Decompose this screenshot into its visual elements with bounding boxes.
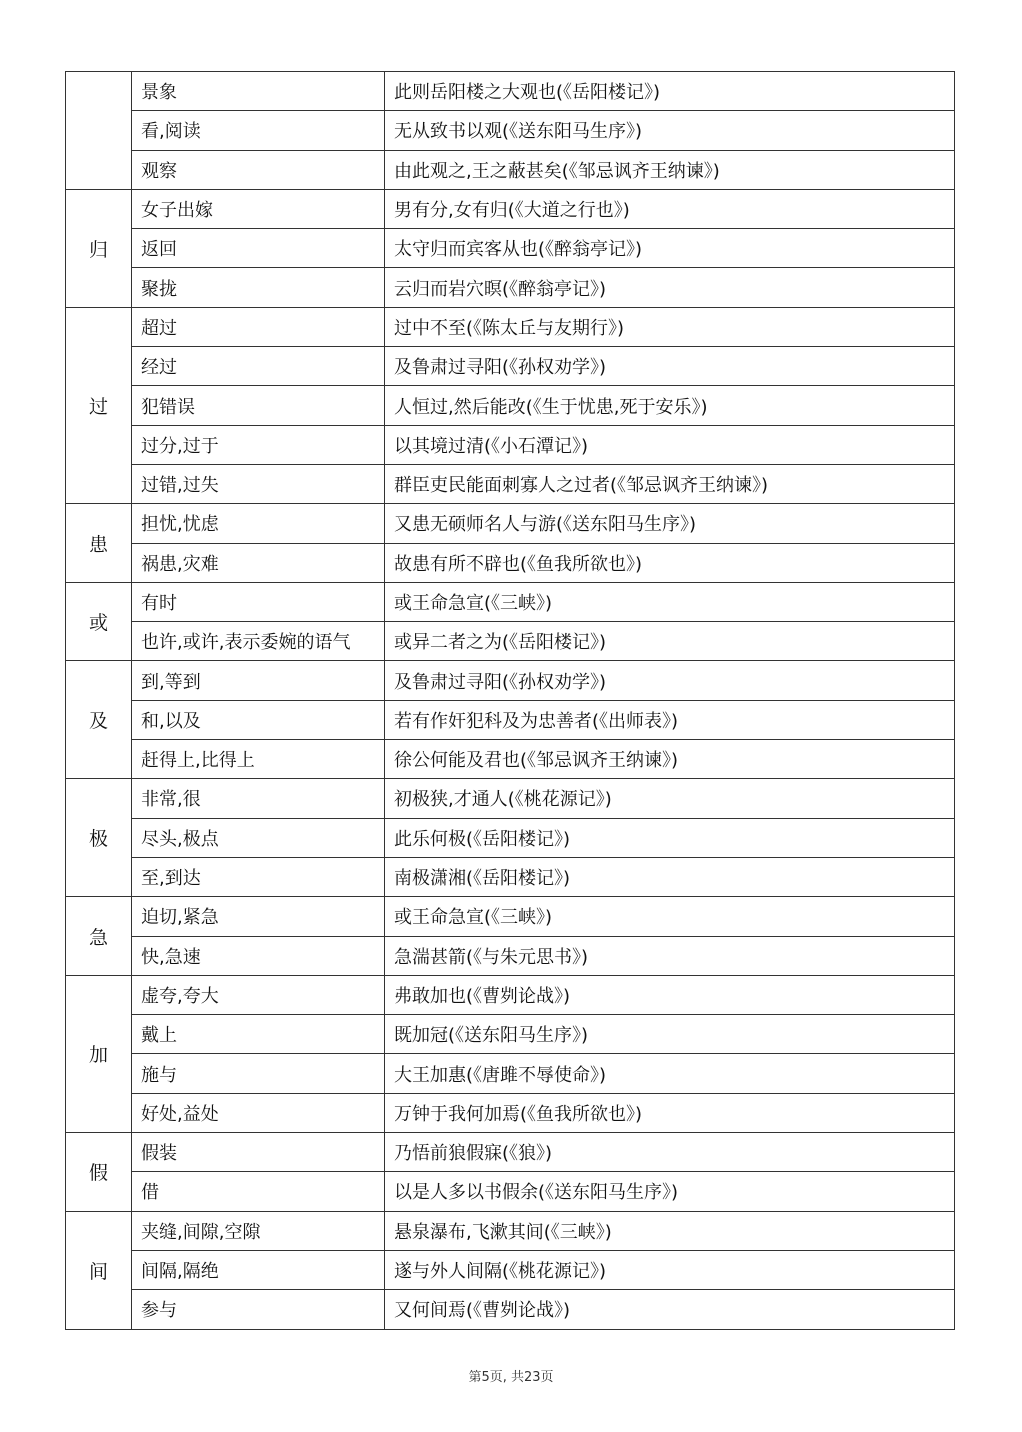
table-row <box>66 700 955 739</box>
headword-cell: 假 <box>66 1133 132 1212</box>
table-row <box>66 740 955 779</box>
meaning-cell: 参与 <box>132 1290 385 1329</box>
table-row <box>66 1290 955 1329</box>
headword-cell: 急 <box>66 897 132 976</box>
table-row <box>66 307 955 346</box>
headword-cell: 归 <box>66 189 132 307</box>
table-row <box>66 543 955 582</box>
page-footer: 第5页, 共23页 <box>468 1370 554 1385</box>
table-row <box>66 936 955 975</box>
headword-cell: 或 <box>66 582 132 661</box>
meaning-cell: 祸患,灾难 <box>132 543 385 582</box>
meaning-cell: 夹缝,间隙,空隙 <box>132 1211 385 1250</box>
vocab-table-body <box>66 72 955 1330</box>
example-cell: 万钟于我何加焉(《鱼我所欲也》) <box>385 1093 955 1132</box>
headword-cell: 加 <box>66 975 132 1132</box>
table-row <box>66 661 955 700</box>
example-cell: 南极潇湘(《岳阳楼记》) <box>385 857 955 896</box>
table-row <box>66 1093 955 1132</box>
meaning-cell: 迫切,紧急 <box>132 897 385 936</box>
example-cell: 急湍甚箭(《与朱元思书》) <box>385 936 955 975</box>
meaning-cell: 借 <box>132 1172 385 1211</box>
meaning-cell: 快,急速 <box>132 936 385 975</box>
example-cell: 过中不至(《陈太丘与友期行》) <box>385 307 955 346</box>
table-row <box>66 1054 955 1093</box>
meaning-cell: 尽头,极点 <box>132 818 385 857</box>
example-cell: 若有作奸犯科及为忠善者(《出师表》) <box>385 700 955 739</box>
headword-cell: 极 <box>66 779 132 897</box>
headword-cell: 及 <box>66 661 132 779</box>
table-row <box>66 897 955 936</box>
meaning-cell: 景象 <box>132 72 385 111</box>
table-row <box>66 1015 955 1054</box>
meaning-cell: 过分,过于 <box>132 425 385 464</box>
vocab-table <box>65 71 955 1330</box>
meaning-cell: 看,阅读 <box>132 111 385 150</box>
meaning-cell: 非常,很 <box>132 779 385 818</box>
table-row <box>66 464 955 503</box>
table-row <box>66 268 955 307</box>
example-cell: 人恒过,然后能改(《生于忧患,死于安乐》) <box>385 386 955 425</box>
table-row <box>66 347 955 386</box>
example-cell: 故患有所不辟也(《鱼我所欲也》) <box>385 543 955 582</box>
table-row <box>66 229 955 268</box>
meaning-cell: 超过 <box>132 307 385 346</box>
meaning-cell: 观察 <box>132 150 385 189</box>
example-cell: 徐公何能及君也(《邹忌讽齐王纳谏》) <box>385 740 955 779</box>
headword-cell: 间 <box>66 1211 132 1329</box>
meaning-cell: 至,到达 <box>132 857 385 896</box>
example-cell: 由此观之,王之蔽甚矣(《邹忌讽齐王纳谏》) <box>385 150 955 189</box>
example-cell: 太守归而宾客从也(《醉翁亭记》) <box>385 229 955 268</box>
table-row <box>66 425 955 464</box>
table-row <box>66 818 955 857</box>
table-row <box>66 189 955 228</box>
table-row <box>66 1133 955 1172</box>
meaning-cell: 赶得上,比得上 <box>132 740 385 779</box>
meaning-cell: 戴上 <box>132 1015 385 1054</box>
table-row <box>66 150 955 189</box>
table-row <box>66 1250 955 1289</box>
meaning-cell: 虚夸,夸大 <box>132 975 385 1014</box>
meaning-cell: 聚拢 <box>132 268 385 307</box>
meaning-cell: 和,以及 <box>132 700 385 739</box>
headword-cell <box>66 72 132 190</box>
example-cell: 以是人多以书假余(《送东阳马生序》) <box>385 1172 955 1211</box>
example-cell: 乃悟前狼假寐(《狼》) <box>385 1133 955 1172</box>
meaning-cell: 犯错误 <box>132 386 385 425</box>
headword-cell: 过 <box>66 307 132 503</box>
meaning-cell: 也许,或许,表示委婉的语气 <box>132 622 385 661</box>
example-cell: 群臣吏民能面刺寡人之过者(《邹忌讽齐王纳谏》) <box>385 464 955 503</box>
example-cell: 及鲁肃过寻阳(《孙权劝学》) <box>385 661 955 700</box>
meaning-cell: 返回 <box>132 229 385 268</box>
table-row <box>66 622 955 661</box>
example-cell: 以其境过清(《小石潭记》) <box>385 425 955 464</box>
example-cell: 又何间焉(《曹刿论战》) <box>385 1290 955 1329</box>
example-cell: 或王命急宣(《三峡》) <box>385 582 955 621</box>
example-cell: 又患无硕师名人与游(《送东阳马生序》) <box>385 504 955 543</box>
meaning-cell: 有时 <box>132 582 385 621</box>
table-row <box>66 1211 955 1250</box>
meaning-cell: 施与 <box>132 1054 385 1093</box>
meaning-cell: 假装 <box>132 1133 385 1172</box>
meaning-cell: 过错,过失 <box>132 464 385 503</box>
table-row <box>66 975 955 1014</box>
table-row <box>66 111 955 150</box>
table-row <box>66 1172 955 1211</box>
meaning-cell: 经过 <box>132 347 385 386</box>
table-row <box>66 582 955 621</box>
meaning-cell: 到,等到 <box>132 661 385 700</box>
example-cell: 此则岳阳楼之大观也(《岳阳楼记》) <box>385 72 955 111</box>
example-cell: 此乐何极(《岳阳楼记》) <box>385 818 955 857</box>
table-row <box>66 386 955 425</box>
example-cell: 及鲁肃过寻阳(《孙权劝学》) <box>385 347 955 386</box>
example-cell: 男有分,女有归(《大道之行也》) <box>385 189 955 228</box>
example-cell: 无从致书以观(《送东阳马生序》) <box>385 111 955 150</box>
example-cell: 或王命急宣(《三峡》) <box>385 897 955 936</box>
example-cell: 既加冠(《送东阳马生序》) <box>385 1015 955 1054</box>
example-cell: 大王加惠(《唐雎不辱使命》) <box>385 1054 955 1093</box>
example-cell: 悬泉瀑布,飞漱其间(《三峡》) <box>385 1211 955 1250</box>
table-row <box>66 857 955 896</box>
example-cell: 或异二者之为(《岳阳楼记》) <box>385 622 955 661</box>
table-row <box>66 779 955 818</box>
meaning-cell: 担忧,忧虑 <box>132 504 385 543</box>
example-cell: 初极狭,才通人(《桃花源记》) <box>385 779 955 818</box>
example-cell: 云归而岩穴暝(《醉翁亭记》) <box>385 268 955 307</box>
meaning-cell: 好处,益处 <box>132 1093 385 1132</box>
table-row <box>66 504 955 543</box>
meaning-cell: 间隔,隔绝 <box>132 1250 385 1289</box>
example-cell: 遂与外人间隔(《桃花源记》) <box>385 1250 955 1289</box>
table-row <box>66 72 955 111</box>
example-cell: 弗敢加也(《曹刿论战》) <box>385 975 955 1014</box>
headword-cell: 患 <box>66 504 132 583</box>
meaning-cell: 女子出嫁 <box>132 189 385 228</box>
